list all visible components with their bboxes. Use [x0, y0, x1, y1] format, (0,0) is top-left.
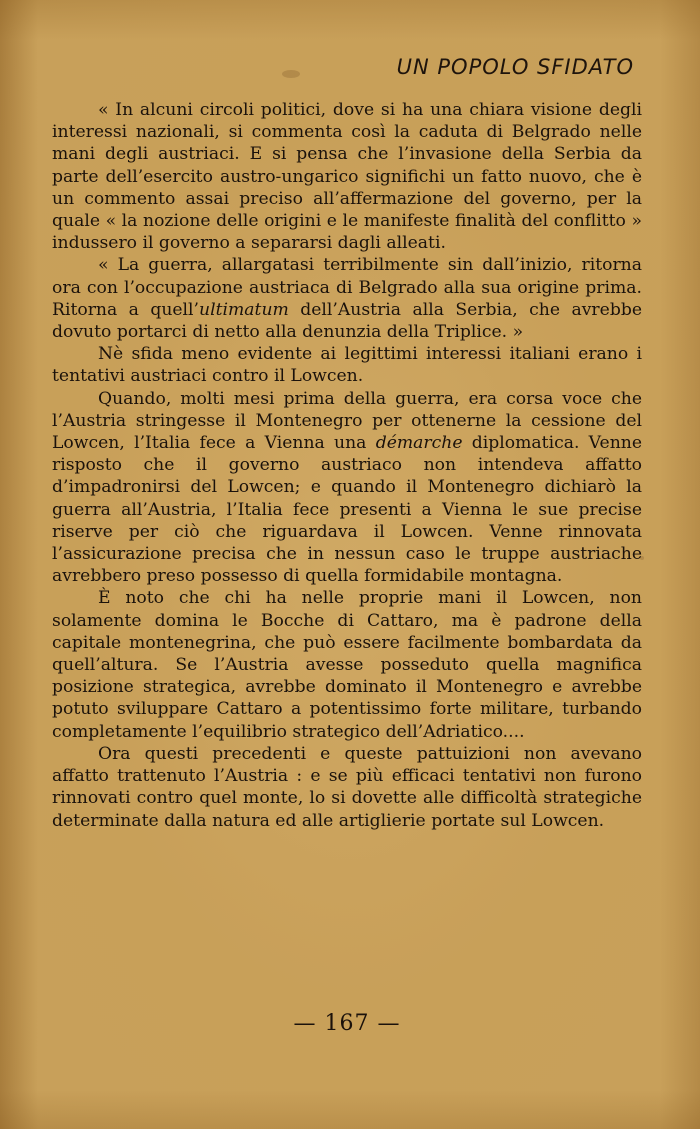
- text-run: « In alcuni circoli politici, dove si ha una chiara visione degli interessi nazionali, si commenta così la caduta di Belgrado nelle mani degli austriaci. E si pensa che l’invasione della Serbia da parte dell’esercito austro-ungarico significhi un fatto nuovo, che è un commento assai preciso all’affermazione del governo, per la quale « la nozione delle origini e le manifeste finalità del conflitto » indussero il governo a separarsi dagli alleati.: [52, 100, 642, 254]
- page-number: — 167 —: [293, 1011, 401, 1036]
- italic-term: démarche: [375, 433, 463, 454]
- paragraph: [52, 388, 642, 588]
- text-run: dell’Austria alla Serbia, che avrebbe dovuto portarci di netto alla denunzia della Triplice. »: [52, 299, 642, 343]
- paragraph: [52, 254, 642, 343]
- text-run: Nè sfida meno evidente ai legittimi interessi italiani erano i tentativi austriaci contro il Lowcen.: [52, 344, 642, 387]
- italic-term: ultimatum: [199, 299, 289, 320]
- paragraph: [52, 343, 642, 387]
- paragraph: [52, 743, 642, 832]
- paragraph: [52, 587, 642, 742]
- text-run: diplomatica. Venne risposto che il governo austriaco non intendeva affatto d’impadronirsi del Lowcen; e quando il Montenegro dichiarò la guerra all’Austria, l’Italia fece presenti a Vienna le sue precise riserve per ciò che riguardava il Lowcen. Venne rinnovata l’assicurazione precisa che in nessun caso le truppe austriache avrebbero preso possesso di quella formidabile montagna.: [52, 433, 643, 587]
- text-run: Ora questi precedenti e queste pattuizioni non avevano affatto trattenuto l’Austria : e se più efficaci tentativi non furono rinnovati contro quel monte, lo si dovette alle difficoltà strategiche determinate dalla natura ed alle artiglierie portate sul Lowcen.: [52, 743, 642, 831]
- text-run: « La guerra, allargatasi terribilmente sin dall’inizio, ritorna ora con l’occupazione austriaca di Belgrado alla sua origine prima. Ritorna a quell’: [52, 255, 642, 320]
- text-run: Quando, molti mesi prima della guerra, era corsa voce che l’Austria stringesse il Montenegro per ottenerne la cessione del Lowcen, l’Italia fece a Vienna una: [52, 388, 642, 454]
- paragraph: [52, 99, 642, 254]
- running-title: UN POPOLO SFIDATO: [396, 55, 634, 79]
- text-run: È noto che chi ha nelle proprie mani il Lowcen, non solamente domina le Bocche di Cattaro, ma è padrone della capitale montenegrina, che può essere facilmente bombardata da quell’altura. Se l’Austria avesse posseduto quella magnifica posizione strategica, avrebbe dominato il Montenegro e avrebbe potuto sviluppare Cattaro a potentissimo forte militare, turbando completamente l’equilibrio strategico dell’Adriatico....: [52, 588, 642, 742]
- book-page: [52, 55, 642, 1115]
- body-text: [52, 99, 642, 832]
